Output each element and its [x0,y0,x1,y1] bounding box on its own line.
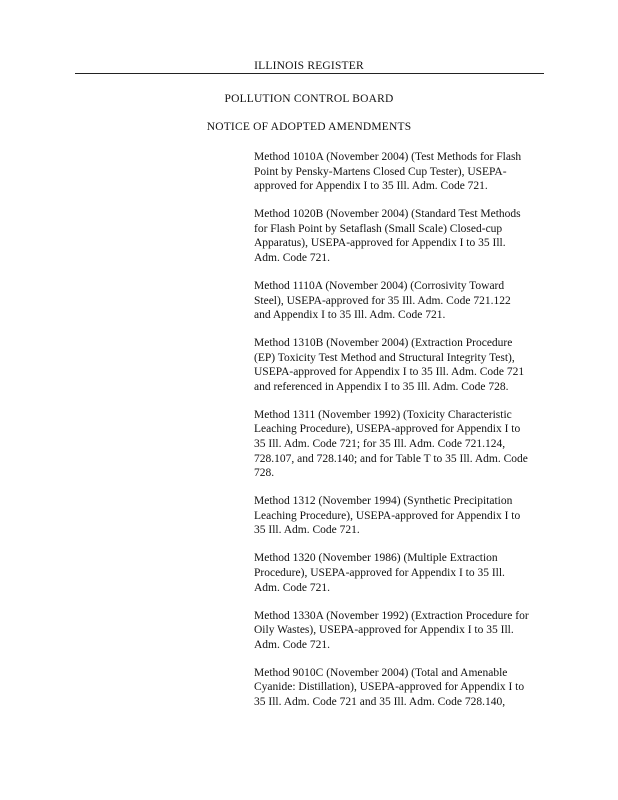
method-entry: Method 1320 (November 1986) (Multiple Extraction Procedure), USEPA-approved for Appendix I to 35 Ill. Adm. Code 721. [254,552,505,594]
register-title: ILLINOIS REGISTER [254,60,364,72]
method-entry: Method 1311 (November 1992) (Toxicity Characteristic Leaching Procedure), USEPA-approved for Appendix I to 35 Ill. Adm. Code 721; for 35 Ill. Adm. Code 721.124, 728.107, and 728.140; and for Table T to 35 Ill. Adm. Code 728. [254,408,528,480]
method-entry: Method 1010A (November 2004) (Test Methods for Flash Point by Pensky-Martens Closed Cup Tester), USEPA- approved for Appendix I to 35 Ill. Adm. Code 721. [254,151,522,193]
method-entry: Method 1110A (November 2004) (Corrosivity Toward Steel), USEPA-approved for 35 Ill. Adm. Code 721.122 and Appendix I to 35 Ill. Adm. Code 721. [254,279,511,322]
method-list [254,150,546,710]
board-title: POLLUTION CONTROL BOARD [224,93,394,105]
method-entry: Method 1310B (November 2004) (Extraction Procedure (EP) Toxicity Test Method and Structural Integrity Test), USEPA-approved for Appendix I to 35 Ill. Adm. Code 721 and referenced in Appendix I to 35 Ill. Adm. Code 728. [254,337,525,393]
method-entry: Method 9010C (November 2004) (Total and Amenable Cyanide: Distillation), USEPA-approved for Appendix I to 35 Ill. Adm. Code 721 and 35 Ill. Adm. Code 728.140, [254,666,525,708]
method-entry: Method 1020B (November 2004) (Standard Test Methods for Flash Point by Setaflash (Small Scale) Closed-cup Apparatus), USEPA-approved for Appendix I to 35 Ill. Adm. Code 721. [254,208,521,264]
notice-title: NOTICE OF ADOPTED AMENDMENTS [206,121,412,133]
method-entry: Method 1330A (November 1992) (Extraction Procedure for Oily Wastes), USEPA-approved for Appendix I to 35 Ill. Adm. Code 721. [254,609,529,651]
method-entry: Method 1312 (November 1994) (Synthetic Precipitation Leaching Procedure), USEPA-approved for Appendix I to 35 Ill. Adm. Code 721. [254,495,521,537]
header-rule [75,73,544,74]
